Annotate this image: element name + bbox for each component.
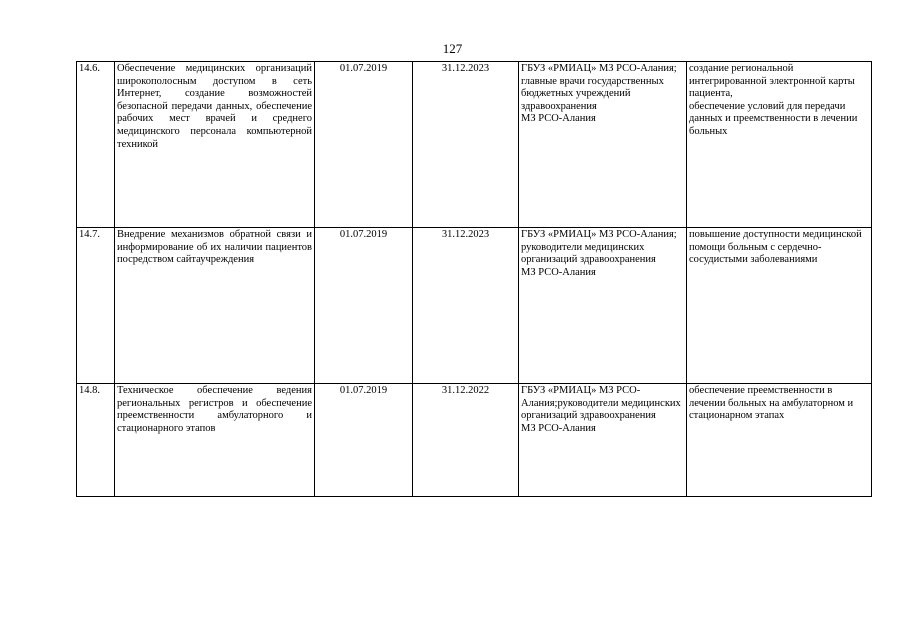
executor-line: МЗ РСО-Алания: [521, 422, 596, 434]
start-date: 01.07.2019: [315, 384, 413, 497]
end-date: 31.12.2023: [413, 62, 519, 228]
table-row: [77, 384, 872, 497]
result-line: создание региональной интегрированной электронной карты пациента,: [689, 63, 855, 100]
responsible-executors: [519, 62, 687, 228]
expected-results: [687, 384, 872, 497]
expected-results: [687, 62, 872, 228]
executor-line: ГБУЗ «РМИАЦ» МЗ РСО-Алания;руководители медицинских организаций здравоохранения: [521, 385, 681, 422]
result-line: повышение доступности медицинской помощи больным с сердечно-сосудистыми заболеваниями: [689, 229, 862, 266]
end-date: 31.12.2023: [413, 228, 519, 384]
executor-line: ГБУЗ «РМИАЦ» МЗ РСО-Алания;: [521, 63, 677, 74]
start-date: 01.07.2019: [315, 62, 413, 228]
responsible-executors: [519, 384, 687, 497]
table-row: [77, 62, 872, 228]
activity-description: Обеспечение медицинских организаций широкополосным доступом в сеть Интернет, создание возможностей безопасной передачи данных, обеспечение рабочих мест врачей и среднего медицинского персонала компьютерной техникой: [115, 62, 315, 228]
activity-plan-table: [76, 61, 872, 497]
expected-results: [687, 228, 872, 384]
activity-description: Внедрение механизмов обратной связи и информирование об их наличии пациентов посредством сайтаучреждения: [115, 228, 315, 384]
executor-line: главные врачи государственных бюджетных учреждений здравоохранения: [521, 75, 664, 112]
result-line: обеспечение преемственности в лечении больных на амбулаторном и стационарном этапах: [689, 385, 854, 422]
activity-number: 14.8.: [77, 384, 115, 497]
result-line: обеспечение условий для передачи данных и преемственности в лечении больных: [689, 100, 858, 137]
executor-line: ГБУЗ «РМИАЦ» МЗ РСО-Алания; руководители медицинских организаций здравоохранения: [521, 229, 677, 266]
responsible-executors: [519, 228, 687, 384]
activity-description: Техническое обеспечение ведения региональных регистров и обеспечение преемственности амбулаторного и стационарного этапов: [115, 384, 315, 497]
activity-number: 14.7.: [77, 228, 115, 384]
activity-number: 14.6.: [77, 62, 115, 228]
page-number: 127: [442, 41, 463, 56]
table-row: [77, 228, 872, 384]
end-date: 31.12.2022: [413, 384, 519, 497]
executor-line: МЗ РСО-Алания: [521, 266, 596, 278]
start-date: 01.07.2019: [315, 228, 413, 384]
executor-line: МЗ РСО-Алания: [521, 113, 596, 125]
